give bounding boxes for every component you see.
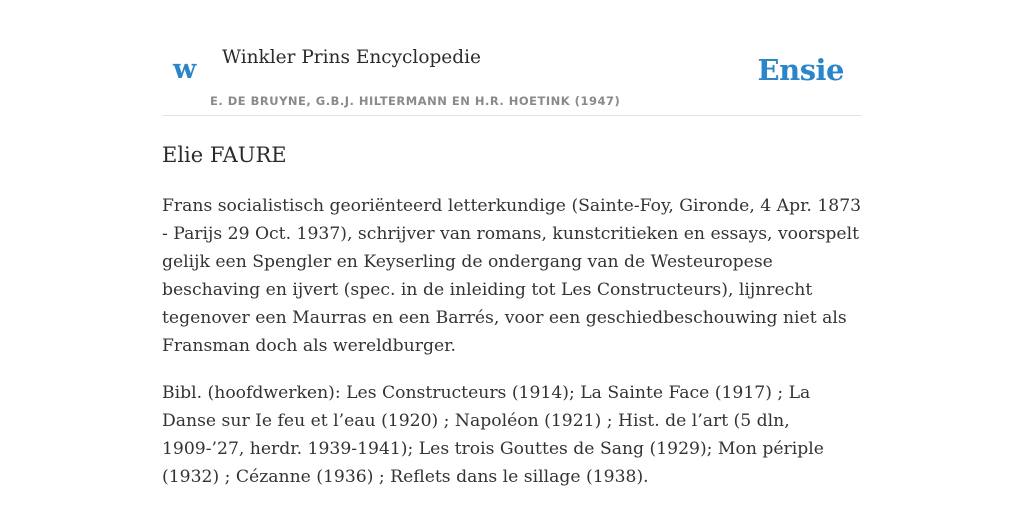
article-bibliography: Bibl. (hoofdwerken): Les Constructeurs (1914); La Sainte Face (1917) ; La Danse sur Ie feu et l’eau (1920) ; Napoléon (1921) ; Hist. de l’art (5 dln, 1909-’27, herdr. 1939-1941); Les trois Gouttes de Sang (1929); Mon périple (1932) ; Cézanne (1936) ; Reflets dans le sillage (1938). xyxy=(162,383,824,487)
logo-w-icon[interactable]: w xyxy=(173,54,197,85)
ensie-logo[interactable]: Ensie xyxy=(757,53,844,87)
article-paragraph: Frans socialistisch georiënteerd letterkundige (Sainte-Foy, Gironde, 4 Apr. 1873 - Parijs 29 Oct. 1937), schrijver van romans, kunstcritieken en essays, voorspelt gelijk een Spengler en Keyserling de ondergang van de Westeuropese beschaving en ijvert (spec. in de inleiding tot Les Constructeurs), lijnrecht tegenover een Maurras en een Barrés, voor een geschiedbeschouwing niet als Fransman doch als wereldburger. xyxy=(162,196,862,356)
page xyxy=(162,0,862,512)
site-header xyxy=(162,0,862,116)
article-title: Elie FAURE xyxy=(162,143,287,167)
encyclopedia-title[interactable]: Winkler Prins Encyclopedie xyxy=(222,47,481,68)
encyclopedia-authors: E. DE BRUYNE, G.B.J. HILTERMANN EN H.R. HOETINK (1947) xyxy=(210,94,621,108)
